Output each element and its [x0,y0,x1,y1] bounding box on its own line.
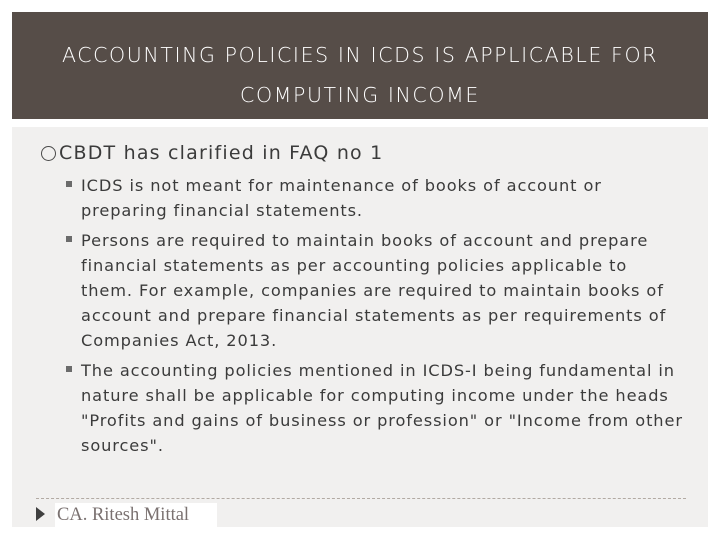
sub-bullet-item [64,173,684,223]
main-bullet-text: CBDT has clarified in FAQ no 1 [59,142,384,164]
main-bullet-point [41,142,383,164]
footer-presenter-name: CA. Ritesh Mittal [55,503,217,527]
sub-bullet-item [64,228,684,353]
slide-title-line-2: COMPUTING INCOME [240,83,480,107]
sub-bullet-text: ICDS is not meant for maintenance of books of account or preparing financial statements. [81,176,602,220]
sub-bullet-text: The accounting policies mentioned in ICDS-I being fundamental in nature shall be applicable for computing income under the heads "Profits and gains of business or profession" or "Income from other sources". [81,361,683,455]
slide-title-band [12,12,708,119]
ring-bullet-icon [41,146,56,161]
square-bullet-icon [66,366,72,372]
square-bullet-icon [66,236,72,242]
footer-divider [36,498,686,499]
sub-bullet-item [64,358,684,458]
sub-bullet-list [64,173,684,463]
square-bullet-icon [66,181,72,187]
slide-title-line-1: ACCOUNTING POLICIES IN ICDS IS APPLICABLE FOR [61,43,659,67]
play-arrow-icon [36,507,45,521]
sub-bullet-text: Persons are required to maintain books of account and prepare financial statements as per accounting policies applicable to them. For example, companies are required to maintain books of account and prepare financial statements as per requirements of Companies Act, 2013. [81,231,667,350]
